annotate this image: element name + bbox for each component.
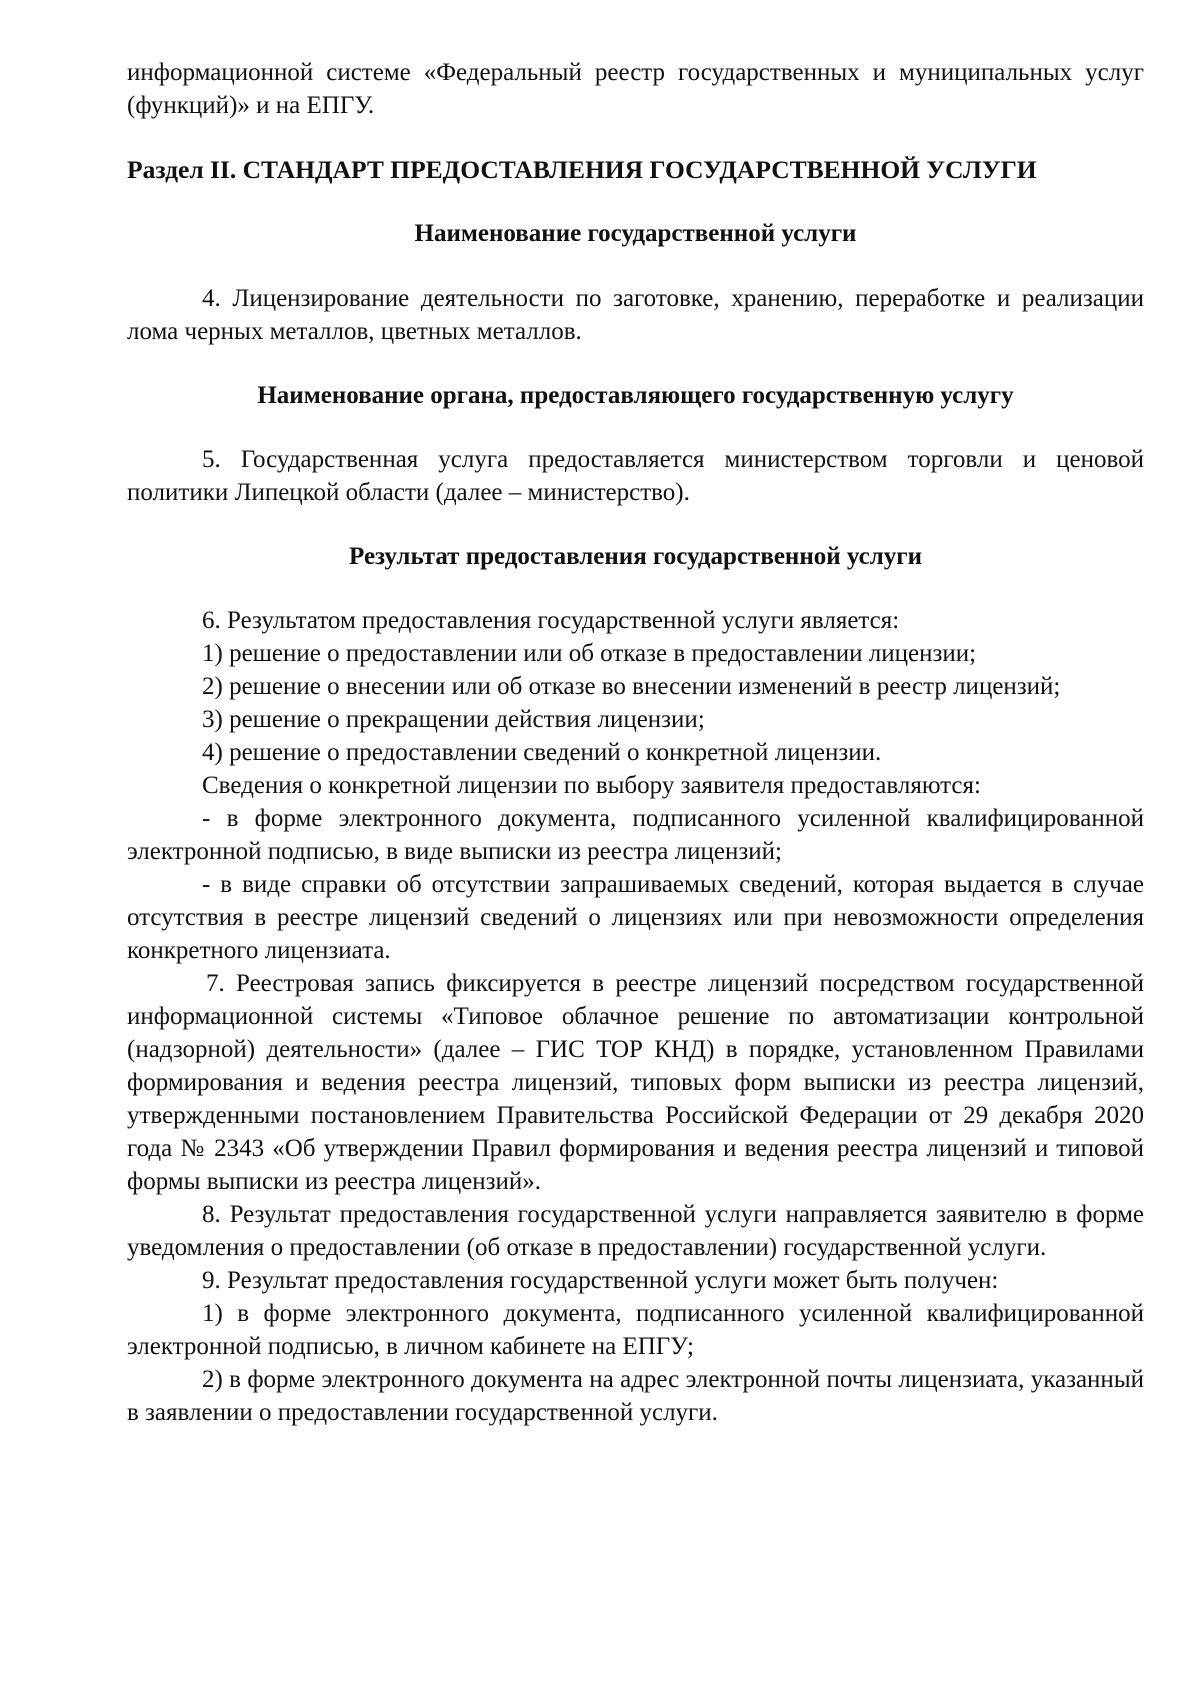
document-body: [127, 56, 1144, 1429]
paragraph-6: 6. Результатом предоставления государственной услуги является:: [202, 607, 900, 634]
paragraph-6-item-4: 4) решение о предоставлении сведений о конкретной лицензии.: [202, 739, 882, 766]
intro-paragraph: информационной системе «Федеральный реестр государственных и муниципальных услуг (функций)» и на ЕПГУ.: [127, 59, 1144, 119]
paragraph-6-info: Сведения о конкретной лицензии по выбору заявителя предоставляются:: [202, 772, 981, 799]
paragraph-9-item-2: 2) в форме электронного документа на адрес электронной почты лицензиата, указанный в заявлении о предоставлении государственной услуги.: [127, 1366, 1144, 1426]
section-title: Раздел II. СТАНДАРТ ПРЕДОСТАВЛЕНИЯ ГОСУДАРСТВЕННОЙ УСЛУГИ: [127, 155, 1037, 184]
paragraph-8: 8. Результат предоставления государственной услуги направляется заявителю в форме уведомления о предоставлении (об отказе в предоставлении) государственной услуги.: [127, 1201, 1144, 1261]
paragraph-5: 5. Государственная услуга предоставляется министерством торговли и ценовой политики Липецкой области (далее – министерство).: [127, 446, 1144, 506]
paragraph-6-dash-2: - в виде справки об отсутствии запрашиваемых сведений, которая выдается в случае отсутствия в реестре лицензий сведений о лицензиях или при невозможности определения конкретного лицензиата.: [127, 871, 1144, 964]
paragraph-6-item-3: 3) решение о прекращении действия лицензии;: [202, 706, 705, 733]
paragraph-9-item-1: 1) в форме электронного документа, подписанного усиленной квалифицированной электронной подписью, в личном кабинете на ЕПГУ;: [127, 1300, 1144, 1360]
paragraph-9: 9. Результат предоставления государственной услуги может быть получен:: [202, 1267, 999, 1294]
heading-service-name: Наименование государственной услуги: [414, 220, 857, 247]
heading-authority: Наименование органа, предоставляющего государственную услугу: [257, 382, 1014, 409]
paragraph-7: 7. Реестровая запись фиксируется в реестре лицензий посредством государственной информационной системы «Типовое облачное решение по автоматизации контрольной (надзорной) деятельности» (далее – ГИС ТОР КНД) в порядке, установленном Правилами формирования и ведения реестра лицензий, типовых форм выписки из реестра лицензий, утвержденными постановлением Правительства Российской Федерации от 29 декабря 2020 года № 2343 «Об утверждении Правил формирования и ведения реестра лицензий и типовой формы выписки из реестра лицензий».: [127, 970, 1144, 1195]
paragraph-6-item-2: 2) решение о внесении или об отказе во внесении изменений в реестр лицензий;: [202, 673, 1061, 700]
paragraph-4: 4. Лицензирование деятельности по заготовке, хранению, переработке и реализации лома черных металлов, цветных металлов.: [127, 285, 1144, 345]
paragraph-6-dash-1: - в форме электронного документа, подписанного усиленной квалифицированной электронной подписью, в виде выписки из реестра лицензий;: [127, 805, 1144, 865]
heading-result: Результат предоставления государственной услуги: [349, 543, 922, 570]
paragraph-6-item-1: 1) решение о предоставлении или об отказе в предоставлении лицензии;: [202, 640, 977, 667]
